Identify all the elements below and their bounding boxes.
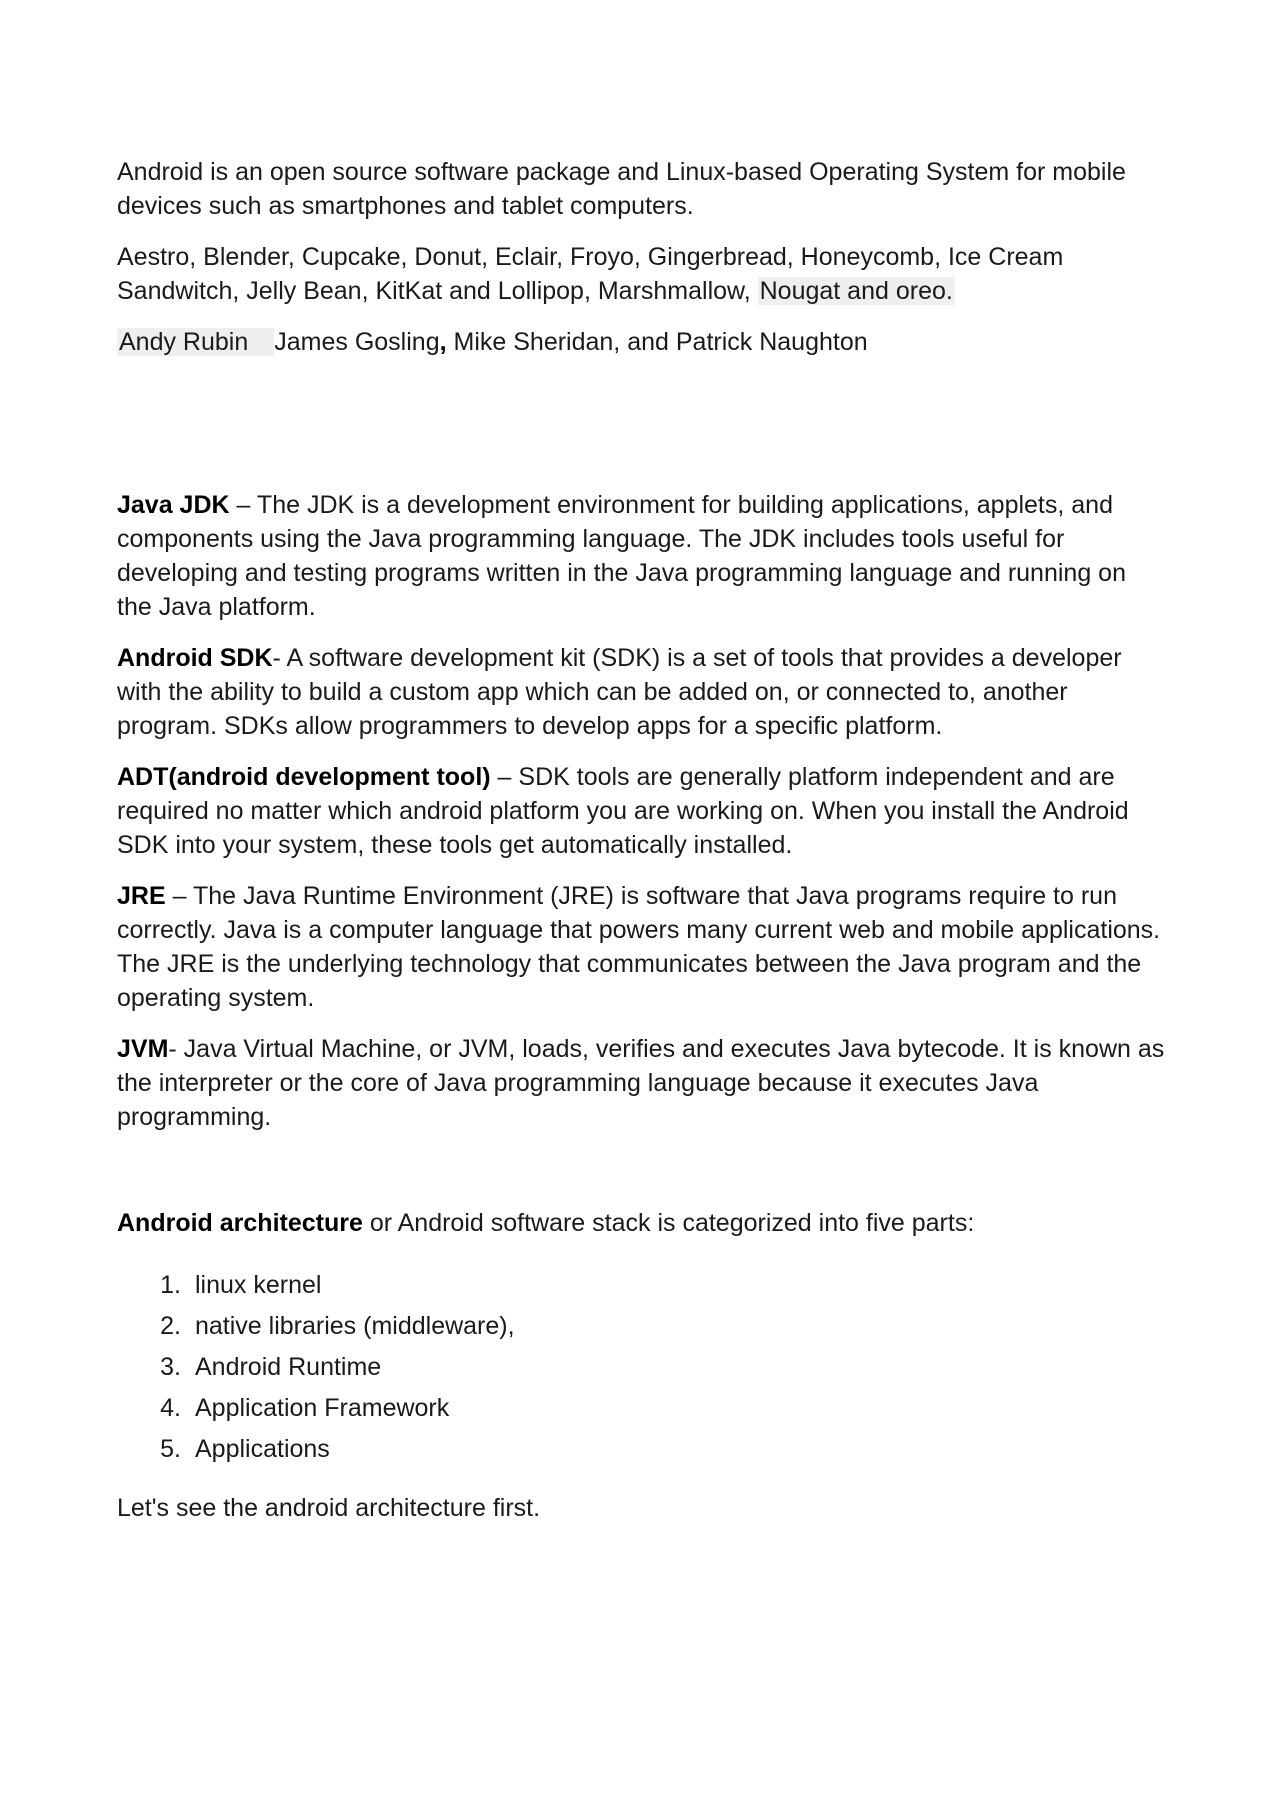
architecture-list [117, 1268, 1167, 1473]
list-item [117, 1268, 1167, 1309]
list-number: 3. [160, 1353, 181, 1381]
definition-term: ADT(android development tool) [117, 763, 491, 791]
list-item [117, 1350, 1167, 1391]
definition-text: – The JDK is a development environment for building applications, applets, and components using the Java programming language. The JDK includes tools useful for developing and testing programs written in the Java programming language and running on the Java platform. [117, 491, 1126, 621]
closing-sentence: Let's see the android architecture first. [117, 1494, 541, 1522]
definition-text: – SDK tools are generally platform independent and are required no matter which android platform you are working on. When you install the Android SDK into your system, these tools get automatically installed. [117, 763, 1129, 859]
architecture-intro [117, 1206, 1167, 1240]
list-label: Applications [195, 1435, 330, 1463]
definition-jre [117, 879, 1167, 1015]
java-founders-b: Mike Sheridan, and Patrick Naughton [446, 328, 868, 356]
spacer [117, 1134, 1167, 1206]
definition-text: – The Java Runtime Environment (JRE) is software that Java programs require to run correctly. Java is a computer language that powers many current web and mobile applications. The JRE is the underlying technology that communicates between the Java program and the operating system. [117, 882, 1161, 1012]
definition-term: JRE [117, 882, 166, 910]
list-item [117, 1432, 1167, 1473]
definition-text: - A software development kit (SDK) is a set of tools that provides a developer with the ability to build a custom app which can be added on, or connected to, another program. SDKs allow programmers to develop apps for a specific platform. [117, 644, 1122, 740]
list-number: 5. [160, 1435, 181, 1463]
list-label: Application Framework [195, 1394, 450, 1422]
founder-highlight: Andy Rubin [117, 328, 274, 356]
list-number: 4. [160, 1394, 181, 1422]
versions-highlight: Nougat and oreo. [759, 277, 953, 305]
definition-text: - Java Virtual Machine, or JVM, loads, verifies and executes Java bytecode. It is known as the interpreter or the core of Java programming language because it executes Java programming. [117, 1035, 1165, 1131]
versions-text: Aestro, Blender, Cupcake, Donut, Eclair, Froyo, Gingerbread, Honeycomb, Ice Cream Sandwitch, Jelly Bean, KitKat and Lollipop, Marshmallow, [117, 243, 1064, 305]
definition-term: Java JDK [117, 491, 230, 519]
definition-adt [117, 760, 1167, 862]
java-founders-a: James Gosling [274, 328, 440, 356]
spacer [117, 376, 1167, 488]
architecture-term: Android architecture [117, 1209, 363, 1237]
document-page [117, 155, 1167, 1525]
list-label: Android Runtime [195, 1353, 382, 1381]
list-item [117, 1391, 1167, 1432]
versions-paragraph [117, 240, 1167, 308]
definition-sdk [117, 641, 1167, 743]
definition-jdk [117, 488, 1167, 624]
intro-paragraph: Android is an open source software package and Linux-based Operating System for mobile devices such as smartphones and tablet computers. [117, 158, 1126, 220]
list-number: 2. [160, 1312, 181, 1340]
list-number: 1. [160, 1271, 181, 1299]
definition-jvm [117, 1032, 1167, 1134]
founders-paragraph [117, 325, 1167, 359]
definition-term: Android SDK [117, 644, 273, 672]
java-founders-comma: , [439, 328, 447, 356]
list-label: native libraries (middleware), [195, 1312, 515, 1340]
architecture-text: or Android software stack is categorized into five parts: [362, 1209, 975, 1237]
list-label: linux kernel [195, 1271, 322, 1299]
list-item [117, 1309, 1167, 1350]
definition-term: JVM [117, 1035, 169, 1063]
